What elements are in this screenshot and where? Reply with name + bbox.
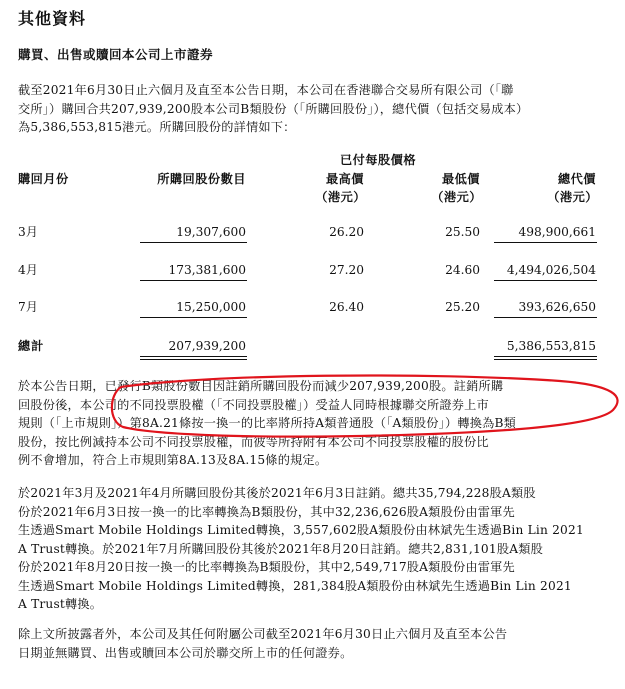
conversion-line-2: 份於2021年6月3日按一換一的比率轉換為B類股份，其中32,236,626股A類股份由雷軍先 [18, 504, 515, 519]
intro-line-2: 交所」）購回合共207,939,200股本公司B類股份（「所購回股份」），總代價（包括交易成本） [18, 101, 529, 116]
cancellation-line-2: 回股份後，本公司的不同投票股權（「不同投票股權」）受益人同時根據聯交所證券上市 [18, 397, 489, 412]
total-column-unit: （港元） [547, 190, 598, 204]
row-month: 7月 [18, 300, 38, 314]
row-month: 3月 [18, 225, 38, 239]
high-price-unit: （港元） [315, 190, 366, 204]
row-total-underline [494, 242, 597, 243]
conversion-line-3: 生透過Smart Mobile Holdings Limited轉換，3,557,602股A類股份由林斌先生透過Bin Lin 2021 [18, 523, 584, 537]
conversion-line-6: 生透過Smart Mobile Holdings Limited轉換，281,384股A類股份由林斌先生透過Bin Lin 2021 [18, 578, 572, 593]
section-subheading: 購買、出售或贖回本公司上市證券 [18, 47, 214, 62]
shares-column-header: 所購回股份數目 [157, 172, 246, 186]
conversion-paragraph [18, 484, 610, 614]
low-price-unit: （港元） [431, 190, 482, 204]
row-underline [140, 280, 247, 281]
totals-total-underline-2 [494, 359, 597, 360]
totals-total-underline-1 [494, 356, 597, 357]
conversion-line-5: 份於2021年8月20日按一換一的比率轉換為B類股份，其中2,549,717股A類股份由雷軍先 [18, 560, 515, 574]
low-price-header: 最低價 [441, 172, 480, 186]
row-total: 498,900,661 [518, 225, 596, 239]
intro-paragraph [18, 81, 610, 137]
section-heading: 其他資料 [18, 9, 87, 28]
total-column-header: 總代價 [557, 172, 596, 186]
month-column-header: 購回月份 [18, 172, 69, 186]
totals-label: 總計 [18, 339, 45, 353]
cancellation-paragraph [18, 377, 610, 470]
cancellation-line-4: 股份，按比例減持本公司不同投票股權，而彼等所持附有本公司不同投票股權的股份比 [18, 434, 489, 449]
high-price-header: 最高價 [325, 172, 364, 186]
row-shares: 19,307,600 [176, 225, 246, 239]
row-shares: 173,381,600 [168, 263, 246, 277]
row-total-underline [494, 280, 597, 281]
price-group-header: 已付每股價格 [339, 153, 417, 167]
cancellation-line-1: 於本公告日期，已發行B類股份數目因註銷所購回股份而減少207,939,200股。註銷所購 [18, 379, 504, 393]
totals-underline-1 [140, 356, 247, 357]
row-total-underline [494, 317, 597, 318]
row-high: 26.20 [329, 225, 364, 239]
row-low: 24.60 [445, 263, 480, 277]
cancellation-line-3: 規則（「上市規則」）第8A.21條按一換一的比率將所持A類普通股（「A類股份」）轉換為B類 [18, 416, 517, 430]
row-underline [140, 242, 247, 243]
closing-line-1: 除上文所披露者外，本公司及其任何附屬公司截至2021年6月30日止六個月及直至本公告 [18, 627, 508, 641]
row-total: 4,494,026,504 [506, 263, 596, 277]
row-low: 25.50 [445, 225, 480, 239]
conversion-line-7: A Trust轉換。 [18, 597, 103, 611]
closing-paragraph [18, 625, 610, 662]
cancellation-line-5: 例不會增加，符合上市規則第8A.13及8A.15條的規定。 [18, 453, 328, 467]
row-month: 4月 [18, 263, 38, 277]
row-high: 27.20 [329, 263, 364, 277]
row-total: 393,626,650 [518, 300, 596, 314]
intro-line-1: 截至2021年6月30日止六個月及直至本公告日期，本公司在香港聯合交易所有限公司（「聯 [18, 83, 514, 97]
row-shares: 15,250,000 [176, 300, 246, 314]
conversion-line-1: 於2021年3月及2021年4月所購回股份其後於2021年6月3日註銷。總共35,794,228股A類股 [18, 486, 536, 500]
totals-underline-2 [140, 359, 247, 360]
intro-line-3: 為5,386,553,815港元。所購回股份的詳情如下： [18, 120, 296, 134]
row-low: 25.20 [445, 300, 480, 314]
totals-total: 5,386,553,815 [506, 339, 596, 353]
row-high: 26.40 [329, 300, 364, 314]
closing-line-2: 日期並無購買、出售或贖回本公司於聯交所上市的任何證券。 [18, 645, 353, 660]
row-underline [140, 317, 247, 318]
totals-shares: 207,939,200 [168, 339, 246, 353]
conversion-line-4: A Trust轉換。於2021年7月所購回股份其後於2021年8月20日註銷。總共2,831,101股A類股 [18, 541, 543, 556]
